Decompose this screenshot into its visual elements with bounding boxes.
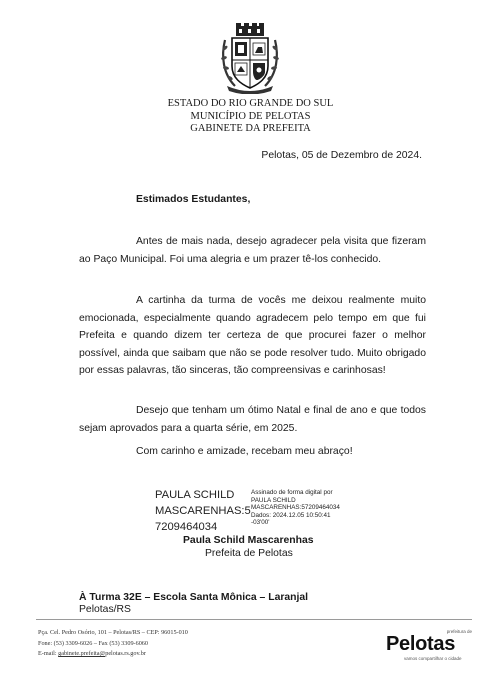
letter-paragraph-3: Desejo que tenham um ótimo Natal e final de ano e que todos sejam aprovados para a quarta série, em 2025. bbox=[79, 405, 426, 434]
digital-signature-name-line: 7209464034 bbox=[155, 521, 218, 533]
footer-divider bbox=[36, 619, 472, 620]
coat-of-arms-icon bbox=[219, 22, 281, 94]
digital-signature-info-line: MASCARENHAS:57209464034 bbox=[251, 504, 340, 511]
footer-phone: Fone: (53) 3309-6026 – Fax (53) 3309-6060 bbox=[38, 639, 148, 647]
signatory-name: Paula Schild Mascarenhas bbox=[183, 535, 314, 546]
footer-email bbox=[38, 649, 188, 660]
letterhead-state: ESTADO DO RIO GRANDE DO SUL bbox=[167, 98, 334, 109]
footer-email-link[interactable]: gabinete.prefeita@ bbox=[58, 650, 106, 657]
letterhead-office: GABINETE DA PREFEITA bbox=[190, 123, 311, 134]
footer-email-prefix: E-mail: bbox=[38, 650, 59, 657]
digital-signature-name-line: MASCARENHAS:5 bbox=[155, 505, 251, 517]
recipient-line: À Turma 32E – Escola Santa Mônica – Laranjal bbox=[79, 592, 309, 603]
footer-email-suffix: pelotas.rs.gov.br bbox=[105, 650, 146, 657]
digital-signature-name bbox=[155, 487, 251, 535]
footer-address: Pça. Cel. Pedro Osório, 101 – Pelotas/RS – CEP: 96015-010 bbox=[38, 629, 188, 636]
digital-signature-info bbox=[251, 489, 340, 527]
letter-paragraph-1: Antes de mais nada, desejo agradecer pela visita que fizeram ao Paço Municipal. Foi uma alegria e um prazer tê-los conhecido. bbox=[79, 236, 426, 265]
logo-tagline: vamos compartilhar o cidade bbox=[404, 656, 462, 661]
letter-paragraph-2: A cartinha da turma de vocês me deixou realmente muito emocionada, especialmente quando agradecem pelo tempo em que fui Prefeita e quando dizem ter certeza de que procurei fazer o melhor possível, ainda que saibam que não se pode resolver tudo. Muito obrigado por essas palavras, tão sinceras, tão compreensivas e carinhosas! bbox=[79, 295, 426, 376]
pelotas-logo bbox=[386, 629, 476, 665]
logo-top-text: prefeitura de bbox=[446, 629, 472, 634]
letterhead bbox=[0, 98, 501, 136]
signatory-title: Prefeita de Pelotas bbox=[205, 548, 293, 559]
digital-signature-info-line: -03'00' bbox=[251, 519, 270, 526]
letter-closing: Com carinho e amizade, recebam meu abraço! bbox=[136, 446, 353, 457]
logo-wordmark: Pelotas bbox=[386, 633, 456, 655]
footer-contact bbox=[38, 628, 188, 660]
letter-date: Pelotas, 05 de Dezembro de 2024. bbox=[261, 150, 422, 161]
letterhead-municipality: MUNICÍPIO DE PELOTAS bbox=[190, 110, 311, 122]
digital-signature-info-line: Assinado de forma digital por bbox=[251, 489, 333, 496]
digital-signature-info-line: PAULA SCHILD bbox=[251, 496, 296, 504]
digital-signature-info-line: Dados: 2024.12.05 10:50:41 bbox=[251, 511, 331, 519]
recipient-city: Pelotas/RS bbox=[79, 604, 131, 615]
digital-signature-name-line: PAULA SCHILD bbox=[155, 489, 235, 501]
letter-greeting: Estimados Estudantes, bbox=[136, 194, 251, 205]
